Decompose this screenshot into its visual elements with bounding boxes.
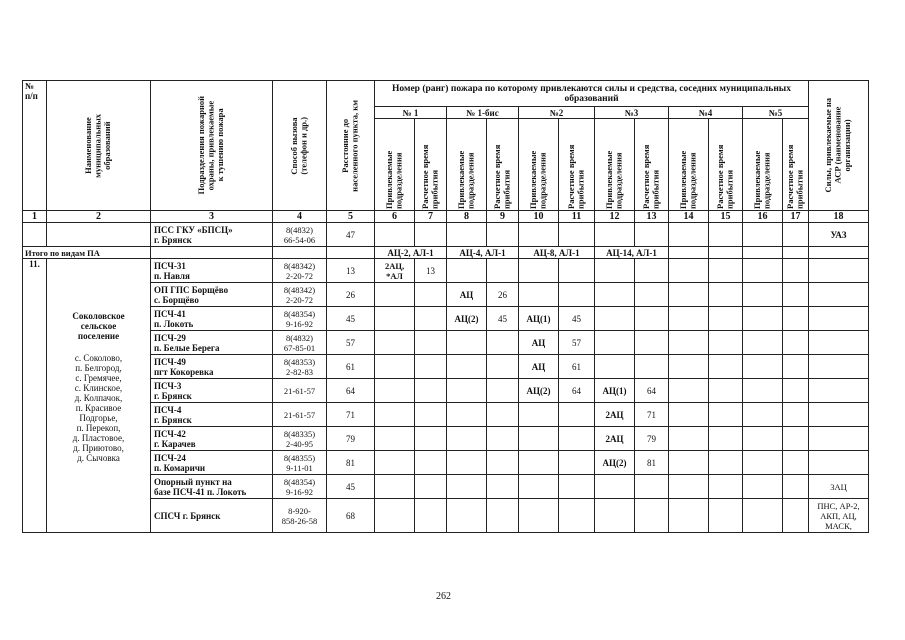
rank-3-units — [595, 283, 635, 307]
rank-3-time: 71 — [635, 403, 669, 427]
rank-2-time — [559, 259, 595, 283]
unit-name: ПСЧ-41 п. Локоть — [151, 307, 273, 331]
rank-2-units: АЦ — [519, 355, 559, 379]
rank-4-time — [709, 379, 743, 403]
column-number-row — [23, 211, 869, 223]
rank-1bis-time — [487, 379, 519, 403]
rank-1-units — [375, 379, 415, 403]
column-number: 15 — [709, 211, 743, 223]
rank-5-units — [743, 259, 783, 283]
rank-1-units — [375, 331, 415, 355]
column-number: 16 — [743, 211, 783, 223]
municipality-name: Соколовское сельское поселение — [72, 311, 125, 341]
column-number: 11 — [559, 211, 595, 223]
unit-name: ПСЧ-49 пгт Кокоревка — [151, 355, 273, 379]
rank-2-time: 64 — [559, 379, 595, 403]
rank-2-time — [559, 475, 595, 499]
unit-distance: 47 — [327, 223, 375, 247]
subheader-units: Привлекаемые подразделения — [375, 119, 415, 211]
rank-3-time: 79 — [635, 427, 669, 451]
rank-4-time — [709, 259, 743, 283]
rank-3-time: 81 — [635, 451, 669, 475]
rank-1bis-time: 26 — [487, 283, 519, 307]
rank-1bis-time — [487, 499, 519, 533]
column-number: 7 — [415, 211, 447, 223]
unit-phone: 8(48342) 2-20-72 — [273, 283, 327, 307]
column-number: 6 — [375, 211, 415, 223]
rank-1bis-time: 45 — [487, 307, 519, 331]
subheader-units: Привлекаемые подразделения — [519, 119, 559, 211]
unit-distance: 81 — [327, 451, 375, 475]
rank-5-time — [783, 427, 809, 451]
rank-1bis-units — [447, 451, 487, 475]
rank-5-units — [743, 499, 783, 533]
forces-cell — [809, 283, 869, 307]
rank-1bis-time — [487, 355, 519, 379]
unit-distance: 45 — [327, 475, 375, 499]
rank-3-time — [635, 331, 669, 355]
column-number: 12 — [595, 211, 635, 223]
forces-cell: ПНС, АР-2, АКП, АЦ, МАСК, — [809, 499, 869, 533]
rank-2-time — [559, 427, 595, 451]
rank-5-time — [783, 499, 809, 533]
rank-2-units — [519, 403, 559, 427]
rank-5-units — [743, 451, 783, 475]
forces-cell — [809, 379, 869, 403]
header-rank-4: №4 — [669, 107, 743, 119]
section-number: 11. — [23, 259, 47, 533]
rank-1bis-time — [487, 475, 519, 499]
column-number: 14 — [669, 211, 709, 223]
rank-4-time — [709, 331, 743, 355]
rank-1-time — [415, 379, 447, 403]
rank-2-time: 57 — [559, 331, 595, 355]
rank-1-time — [415, 283, 447, 307]
column-number: 4 — [273, 211, 327, 223]
header-distance: Расстояние до населенного пункта, км — [327, 81, 375, 211]
rank-5-units — [743, 331, 783, 355]
rank-1bis-units: АЦ — [447, 283, 487, 307]
rank-2-units — [519, 283, 559, 307]
unit-phone: 8(48354) 9-16-92 — [273, 475, 327, 499]
rank-1-units — [375, 427, 415, 451]
rank-1bis-units — [447, 427, 487, 451]
unit-distance: 57 — [327, 331, 375, 355]
rank-1-time — [415, 499, 447, 533]
rank-5-units — [743, 475, 783, 499]
fire-forces-table — [22, 80, 869, 533]
rank-2-time — [559, 499, 595, 533]
rank-4-time — [709, 499, 743, 533]
rank-1bis-time — [487, 451, 519, 475]
rank-1-units — [375, 475, 415, 499]
rank-2-units: АЦ(1) — [519, 307, 559, 331]
unit-name: ПСЧ-29 п. Белые Берега — [151, 331, 273, 355]
column-number: 5 — [327, 211, 375, 223]
header-call-method: Способ вызова (телефон и др.) — [273, 81, 327, 211]
rank-1bis-units — [447, 331, 487, 355]
rank-5-units — [743, 379, 783, 403]
rank-3-units: АЦ(2) — [595, 451, 635, 475]
rank-2-units: АЦ — [519, 331, 559, 355]
rank-3-units: 2АЦ — [595, 403, 635, 427]
unit-name: СПСЧ г. Брянск — [151, 499, 273, 533]
column-number: 13 — [635, 211, 669, 223]
rank-4-units — [669, 451, 709, 475]
header-rank-1: № 1 — [375, 107, 447, 119]
unit-phone: 21-61-57 — [273, 379, 327, 403]
rank-4-time — [709, 427, 743, 451]
unit-name: ПСЧ-4 г. Брянск — [151, 403, 273, 427]
rank-3-time — [635, 259, 669, 283]
rank-3-units — [595, 307, 635, 331]
rank-4-time — [709, 403, 743, 427]
rank-1-units — [375, 355, 415, 379]
rank-3-units — [595, 355, 635, 379]
unit-name: ПСЧ-42 г. Карачев — [151, 427, 273, 451]
totals-rank-1bis: АЦ-4, АЛ-1 — [447, 247, 519, 259]
column-number: 1 — [23, 211, 47, 223]
rank-5-units — [743, 427, 783, 451]
rank-1bis-units — [447, 403, 487, 427]
column-number: 17 — [783, 211, 809, 223]
rank-3-units — [595, 259, 635, 283]
rank-5-time — [783, 403, 809, 427]
rank-5-time — [783, 259, 809, 283]
forces-cell — [809, 451, 869, 475]
rank-4-units — [669, 403, 709, 427]
rank-2-units — [519, 475, 559, 499]
rank-4-units — [669, 307, 709, 331]
rank-1bis-time — [487, 331, 519, 355]
unit-distance: 64 — [327, 379, 375, 403]
rank-5-units — [743, 283, 783, 307]
subheader-units: Привлекаемые подразделения — [669, 119, 709, 211]
rank-1-time: 13 — [415, 259, 447, 283]
subheader-time: Расчетное время прибытия — [559, 119, 595, 211]
rank-3-units — [595, 475, 635, 499]
rank-3-time — [635, 307, 669, 331]
unit-name: ОП ГПС Борщёво с. Борщёво — [151, 283, 273, 307]
unit-name: ПСЧ-31 п. Навля — [151, 259, 273, 283]
unit-phone: 8(48353) 2-82-83 — [273, 355, 327, 379]
rank-4-units — [669, 499, 709, 533]
unit-phone: 8(4832) 66-54-06 — [273, 223, 327, 247]
rank-3-time: 64 — [635, 379, 669, 403]
rank-3-time — [635, 475, 669, 499]
unit-phone: 8(48355) 9-11-01 — [273, 451, 327, 475]
forces-cell — [809, 427, 869, 451]
rank-1bis-units: АЦ(2) — [447, 307, 487, 331]
subheader-time: Расчетное время прибытия — [783, 119, 809, 211]
rank-4-time — [709, 283, 743, 307]
header-units: Подразделения пожарной охраны, привлекаемые к тушению пожара — [151, 81, 273, 211]
rank-2-units: АЦ(2) — [519, 379, 559, 403]
rank-1-time — [415, 331, 447, 355]
subheader-units: Привлекаемые подразделения — [595, 119, 635, 211]
header-rank-5: №5 — [743, 107, 809, 119]
unit-distance: 26 — [327, 283, 375, 307]
rank-1bis-units — [447, 475, 487, 499]
totals-rank-3: АЦ-14, АЛ-1 — [595, 247, 669, 259]
rank-2-units — [519, 451, 559, 475]
rank-2-time: 45 — [559, 307, 595, 331]
rank-4-units — [669, 475, 709, 499]
rank-1-time — [415, 451, 447, 475]
subheader-time: Расчетное время прибытия — [635, 119, 669, 211]
column-number: 9 — [487, 211, 519, 223]
rank-4-units — [669, 283, 709, 307]
forces-cell: 3АЦ — [809, 475, 869, 499]
rank-1-units — [375, 283, 415, 307]
unit-distance: 61 — [327, 355, 375, 379]
unit-phone: 8-920- 858-26-58 — [273, 499, 327, 533]
rank-5-time — [783, 283, 809, 307]
subheader-units: Привлекаемые подразделения — [743, 119, 783, 211]
unit-name: Опорный пункт на базе ПСЧ-41 п. Локоть — [151, 475, 273, 499]
rank-1bis-time — [487, 403, 519, 427]
unit-name: ПСС ГКУ «БПСЦ» г. Брянск — [151, 223, 273, 247]
rank-1-time — [415, 475, 447, 499]
unit-distance: 71 — [327, 403, 375, 427]
rank-2-time — [559, 451, 595, 475]
rank-2-time — [559, 283, 595, 307]
header-rank-2: №2 — [519, 107, 595, 119]
rank-3-units — [595, 331, 635, 355]
subheader-time: Расчетное время прибытия — [415, 119, 447, 211]
page-number: 262 — [436, 591, 451, 602]
column-number: 10 — [519, 211, 559, 223]
rank-4-time — [709, 451, 743, 475]
rank-5-time — [783, 379, 809, 403]
rank-2-time: 61 — [559, 355, 595, 379]
rank-4-units — [669, 331, 709, 355]
forces-cell — [809, 307, 869, 331]
subheader-time: Расчетное время прибытия — [709, 119, 743, 211]
rank-5-time — [783, 331, 809, 355]
rank-4-units — [669, 355, 709, 379]
forces-cell — [809, 403, 869, 427]
unit-distance: 79 — [327, 427, 375, 451]
rank-5-time — [783, 355, 809, 379]
rank-1-time — [415, 427, 447, 451]
rank-1-units — [375, 451, 415, 475]
rank-4-units — [669, 379, 709, 403]
forces-cell — [809, 259, 869, 283]
rank-1bis-units — [447, 259, 487, 283]
subheader-units: Привлекаемые подразделения — [447, 119, 487, 211]
unit-distance: 68 — [327, 499, 375, 533]
column-number: 8 — [447, 211, 487, 223]
column-number: 2 — [47, 211, 151, 223]
rank-2-units — [519, 499, 559, 533]
rank-3-units — [595, 499, 635, 533]
totals-label: Итого по видам ПА — [23, 247, 151, 259]
rank-1bis-time — [487, 259, 519, 283]
rank-1-time — [415, 307, 447, 331]
rank-1bis-units — [447, 355, 487, 379]
rank-2-units — [519, 259, 559, 283]
rank-3-units: АЦ(1) — [595, 379, 635, 403]
unit-name: ПСЧ-3 г. Брянск — [151, 379, 273, 403]
rank-5-time — [783, 451, 809, 475]
column-number: 18 — [809, 211, 869, 223]
rank-1-units: 2АЦ, *АЛ — [375, 259, 415, 283]
rank-1bis-units — [447, 499, 487, 533]
column-number: 3 — [151, 211, 273, 223]
table-row — [23, 223, 869, 247]
unit-phone: 8(48354) 9-16-92 — [273, 307, 327, 331]
rank-2-units — [519, 427, 559, 451]
rank-1bis-time — [487, 427, 519, 451]
rank-1-units — [375, 403, 415, 427]
unit-phone: 8(48342) 2-20-72 — [273, 259, 327, 283]
unit-phone: 21-61-57 — [273, 403, 327, 427]
forces-cell: УАЗ — [809, 223, 869, 247]
rank-3-time — [635, 283, 669, 307]
header-municipality: Наименование муниципальных образований — [47, 81, 151, 211]
unit-phone: 8(48335) 2-40-95 — [273, 427, 327, 451]
header-rank-3: №3 — [595, 107, 669, 119]
totals-rank-1: АЦ-2, АЛ-1 — [375, 247, 447, 259]
rank-1-units — [375, 499, 415, 533]
rank-5-units — [743, 307, 783, 331]
header-rank-1bis: № 1-бис — [447, 107, 519, 119]
header-num: № п/п — [23, 81, 47, 211]
rank-5-time — [783, 475, 809, 499]
settlement-list: с. Соколово, п. Белгород, с. Гремячее, с. Клинское, д. Колпачок, п. Красивое Подгорье, п. Перекоп, д. Пластовое, д. Приютово, д. Сычовка — [72, 353, 125, 463]
rank-3-time — [635, 499, 669, 533]
rank-4-units — [669, 427, 709, 451]
rank-1-time — [415, 355, 447, 379]
rank-1bis-units — [447, 379, 487, 403]
rank-1-units — [375, 307, 415, 331]
unit-distance: 45 — [327, 307, 375, 331]
municipality-cell — [47, 259, 151, 533]
rank-4-units — [669, 259, 709, 283]
subheader-time: Расчетное время прибытия — [487, 119, 519, 211]
totals-row — [23, 247, 869, 259]
rank-5-units — [743, 355, 783, 379]
rank-3-time — [635, 355, 669, 379]
rank-4-time — [709, 355, 743, 379]
rank-1-time — [415, 403, 447, 427]
header-rank-group: Номер (ранг) пожара по которому привлекаются силы и средства, соседних муниципальных образований — [375, 81, 809, 107]
rank-4-time — [709, 307, 743, 331]
unit-name: ПСЧ-24 п. Комаричи — [151, 451, 273, 475]
unit-phone: 8(4832) 67-85-01 — [273, 331, 327, 355]
rank-3-units: 2АЦ — [595, 427, 635, 451]
forces-cell — [809, 355, 869, 379]
rank-2-time — [559, 403, 595, 427]
forces-cell — [809, 331, 869, 355]
unit-distance: 13 — [327, 259, 375, 283]
rank-4-time — [709, 475, 743, 499]
totals-rank-2: АЦ-8, АЛ-1 — [519, 247, 595, 259]
rank-5-time — [783, 307, 809, 331]
header-forces: Силы, привлекаемые на АСР (наименование организации) — [809, 81, 869, 211]
rank-5-units — [743, 403, 783, 427]
table-row — [23, 259, 869, 283]
